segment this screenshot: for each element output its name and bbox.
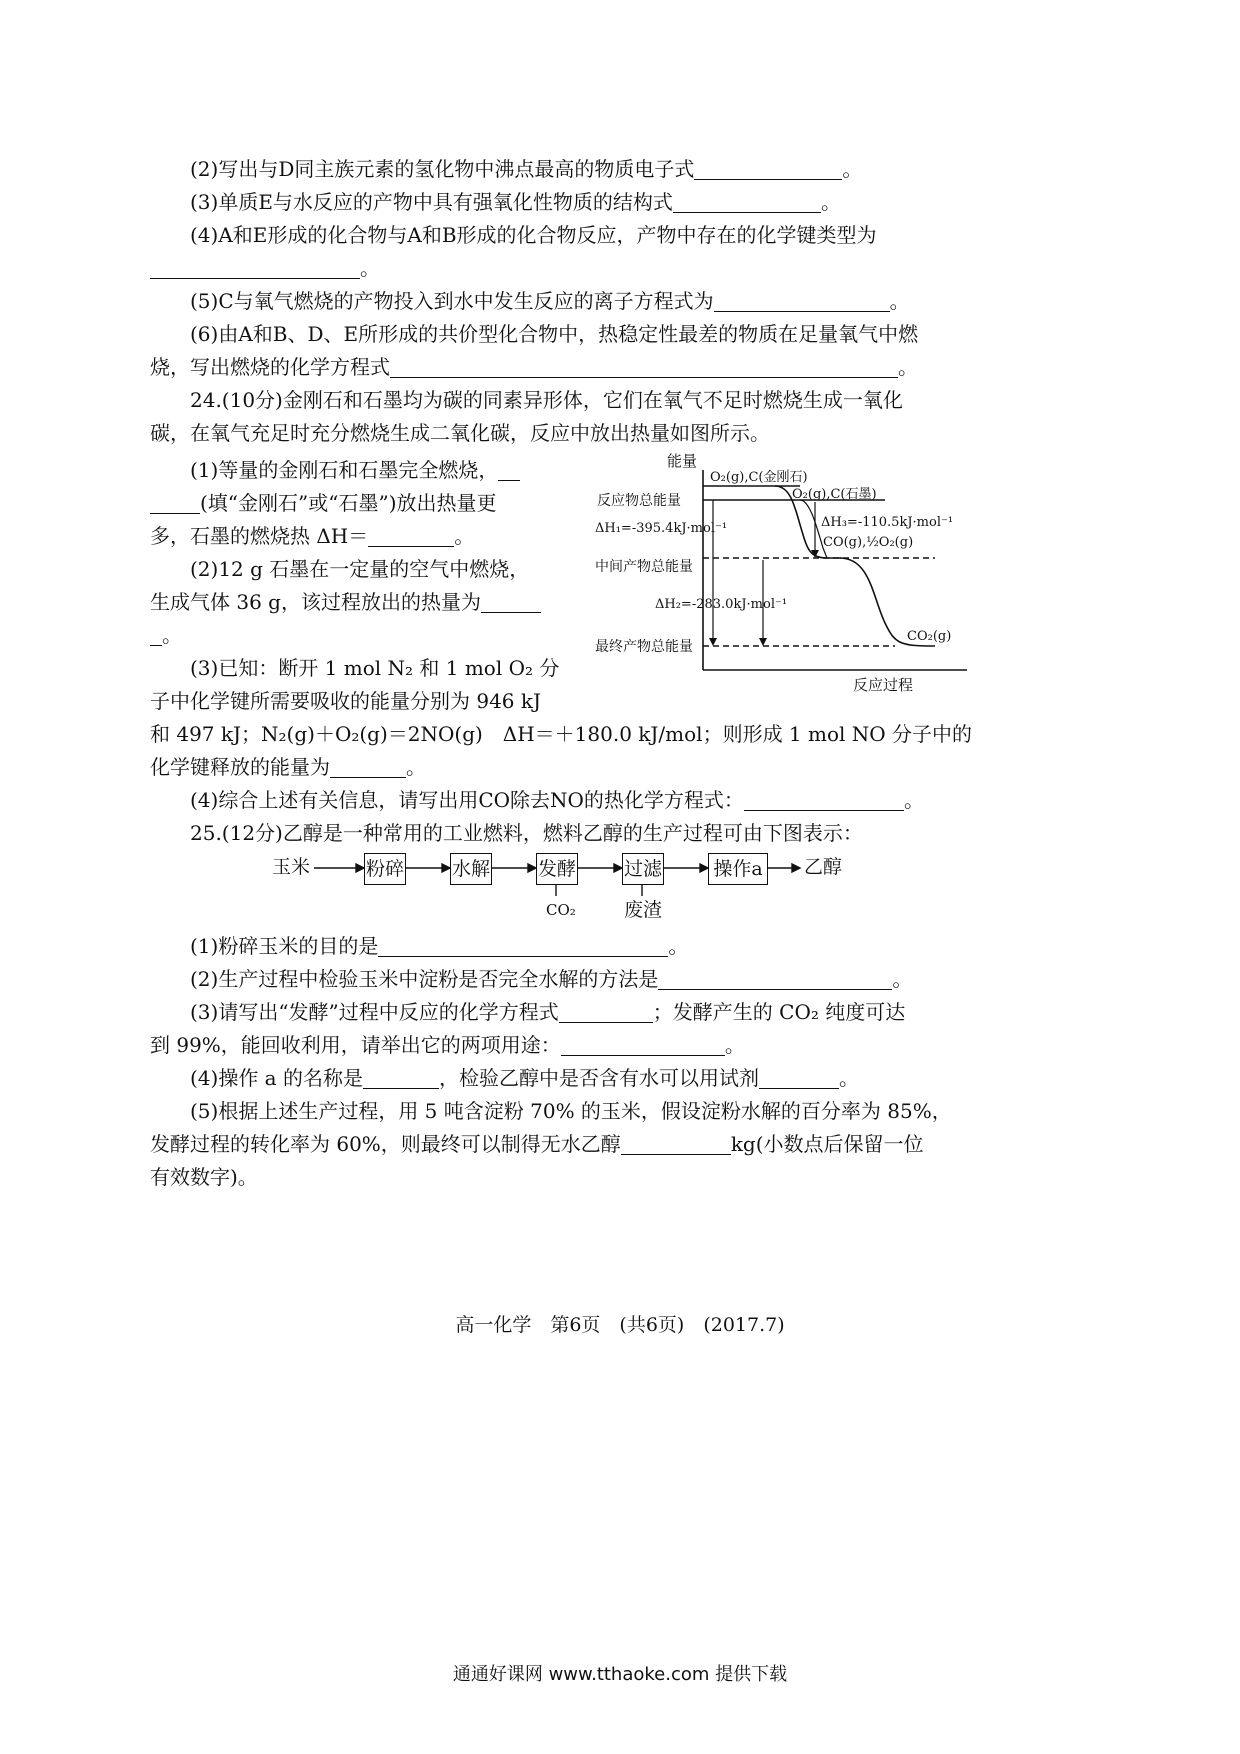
answer-blank[interactable] — [330, 757, 406, 778]
answer-blank[interactable] — [363, 1068, 439, 1089]
q25-intro: 25.(12分)乙醇是一种常用的工业燃料，燃料乙醇的生产过程可由下图表示： — [190, 821, 863, 845]
answer-blank[interactable] — [390, 357, 898, 378]
page-footer: 高一化学 第6页 (共6页) (2017.7) — [455, 1314, 785, 1336]
y-axis-label: 能量 — [667, 452, 698, 470]
q24-part3: (3)已知：断开 1 mol N₂ 和 1 mol O₂ 分 — [190, 656, 560, 680]
source-watermark: 通通好课网 www.tthaoke.com 提供下载 — [452, 1664, 788, 1685]
q24-intro-cont: 碳，在氧气充足时充分燃烧生成二氧化碳，反应中放出热量如图所示。 — [150, 421, 770, 445]
q24-part3-cont2: 和 497 kJ；N₂(g)＋O₂(g)＝2NO(g) ΔH＝＋180.0 kJ/mol；则形成 1 mol NO 分子中的 — [150, 722, 973, 746]
answer-blank[interactable] — [559, 1002, 653, 1023]
answer-blank[interactable] — [378, 936, 668, 957]
flow-step-hydrolysis: 水解 — [450, 853, 492, 885]
q24-part2-cont2: 。 — [150, 621, 182, 649]
flow-start: 玉米 — [272, 856, 311, 878]
final-level-label: 最终产物总能量 — [595, 639, 693, 655]
co-species: CO(g),½O₂(g) — [823, 535, 914, 550]
q25-part5-cont2: 有效数字)。 — [150, 1165, 258, 1189]
q24-part3-cont3: 化学键释放的能量为 。 — [150, 755, 426, 779]
answer-blank[interactable] — [759, 1068, 839, 1089]
q25-part3-cont: 到 99%，能回收利用，请举出它的两项用途： 。 — [150, 1033, 745, 1057]
q23-part3: (3)单质E与水反应的产物中具有强氧化性物质的结构式 。 — [190, 190, 841, 214]
q23-part6: (6)由A和B、D、E所形成的共价型化合物中，热稳定性最差的物质在足量氧气中燃 — [190, 322, 919, 346]
q24-part1-cont2: 多，石墨的燃烧热 ΔH＝ 。 — [150, 524, 475, 548]
q24-part4: (4)综合上述有关信息，请写出用CO除去NO的热化学方程式： 。 — [190, 788, 924, 812]
dh3-label: ΔH₃=-110.5kJ·mol⁻¹ — [821, 515, 954, 530]
q24-part1: (1)等量的金刚石和石墨完全燃烧， — [190, 456, 520, 484]
q25-part3: (3)请写出“发酵”过程中反应的化学方程式 ；发酵产生的 CO₂ 纯度可达 — [190, 1000, 906, 1024]
answer-blank[interactable] — [498, 460, 520, 481]
answer-blank[interactable] — [714, 291, 890, 312]
q24-part2: (2)12 g 石墨在一定量的空气中燃烧， — [190, 557, 530, 581]
q25-part2: (2)生产过程中检验玉米中淀粉是否完全水解的方法是 。 — [190, 967, 913, 991]
q23-part6-cont: 烧，写出燃烧的化学方程式 。 — [150, 355, 918, 379]
answer-blank[interactable] — [658, 969, 892, 990]
answer-blank[interactable] — [150, 493, 200, 514]
answer-blank[interactable] — [744, 790, 904, 811]
q25-part1: (1)粉碎玉米的目的是 。 — [190, 934, 689, 958]
q23-part2: (2)写出与D同主族元素的氢化物中沸点最高的物质电子式 。 — [190, 157, 863, 181]
flow-end: 乙醇 — [804, 856, 843, 878]
q23-part4-answer: 。 — [150, 254, 380, 282]
intermediate-level-label: 中间产物总能量 — [595, 559, 693, 575]
q25-part5: (5)根据上述生产过程，用 5 吨含淀粉 70% 的玉米，假设淀粉水解的百分率为 85%， — [190, 1099, 952, 1123]
energy-diagram — [595, 448, 975, 698]
q24-part3-cont: 子中化学键所需要吸收的能量分别为 946 kJ — [150, 689, 542, 713]
answer-blank[interactable] — [150, 625, 162, 646]
q23-part4: (4)A和E形成的化合物与A和B形成的化合物反应，产物中存在的化学键类型为 — [190, 223, 877, 247]
flow-step-crush: 粉碎 — [364, 853, 406, 885]
co2-species: CO₂(g) — [907, 629, 952, 644]
reactant-level-label: 反应物总能量 — [597, 493, 681, 509]
graphite-species: O₂(g),C(石墨) — [792, 487, 877, 502]
answer-blank[interactable] — [368, 526, 454, 547]
answer-blank[interactable] — [150, 258, 360, 279]
flow-byproduct-residue: 废渣 — [624, 899, 663, 921]
q25-part5-cont: 发酵过程的转化率为 60%，则最终可以制得无水乙醇 kg(小数点后保留一位 — [150, 1132, 924, 1156]
flow-step-filter: 过滤 — [622, 853, 664, 885]
answer-blank[interactable] — [694, 159, 842, 180]
q24-intro: 24.(10分)金刚石和石墨均为碳的同素异形体，它们在氧气不足时燃烧生成一氧化 — [190, 388, 903, 412]
flow-byproduct-co2: CO₂ — [546, 901, 576, 919]
diamond-species: O₂(g),C(金刚石) — [710, 470, 808, 485]
dh2-label: ΔH₂=-283.0kJ·mol⁻¹ — [655, 597, 788, 612]
q24-part2-cont: 生成气体 36 g，该过程放出的热量为 — [150, 588, 541, 616]
flow-step-ferment: 发酵 — [536, 853, 578, 885]
answer-blank[interactable] — [561, 1035, 725, 1056]
x-axis-label: 反应过程 — [853, 676, 914, 694]
answer-blank[interactable] — [673, 192, 821, 213]
q24-part1-cont: (填“金刚石”或“石墨”)放出热量更 — [150, 489, 497, 517]
q23-part5: (5)C与氧气燃烧的产物投入到水中发生反应的离子方程式为 。 — [190, 289, 910, 313]
q25-part4: (4)操作 a 的名称是 ，检验乙醇中是否含有水可以用试剂 。 — [190, 1066, 859, 1090]
answer-blank[interactable] — [481, 592, 541, 613]
dh1-label: ΔH₁=-395.4kJ·mol⁻¹ — [595, 521, 728, 536]
flow-step-operation-a: 操作a — [708, 853, 768, 885]
answer-blank[interactable] — [621, 1134, 731, 1155]
